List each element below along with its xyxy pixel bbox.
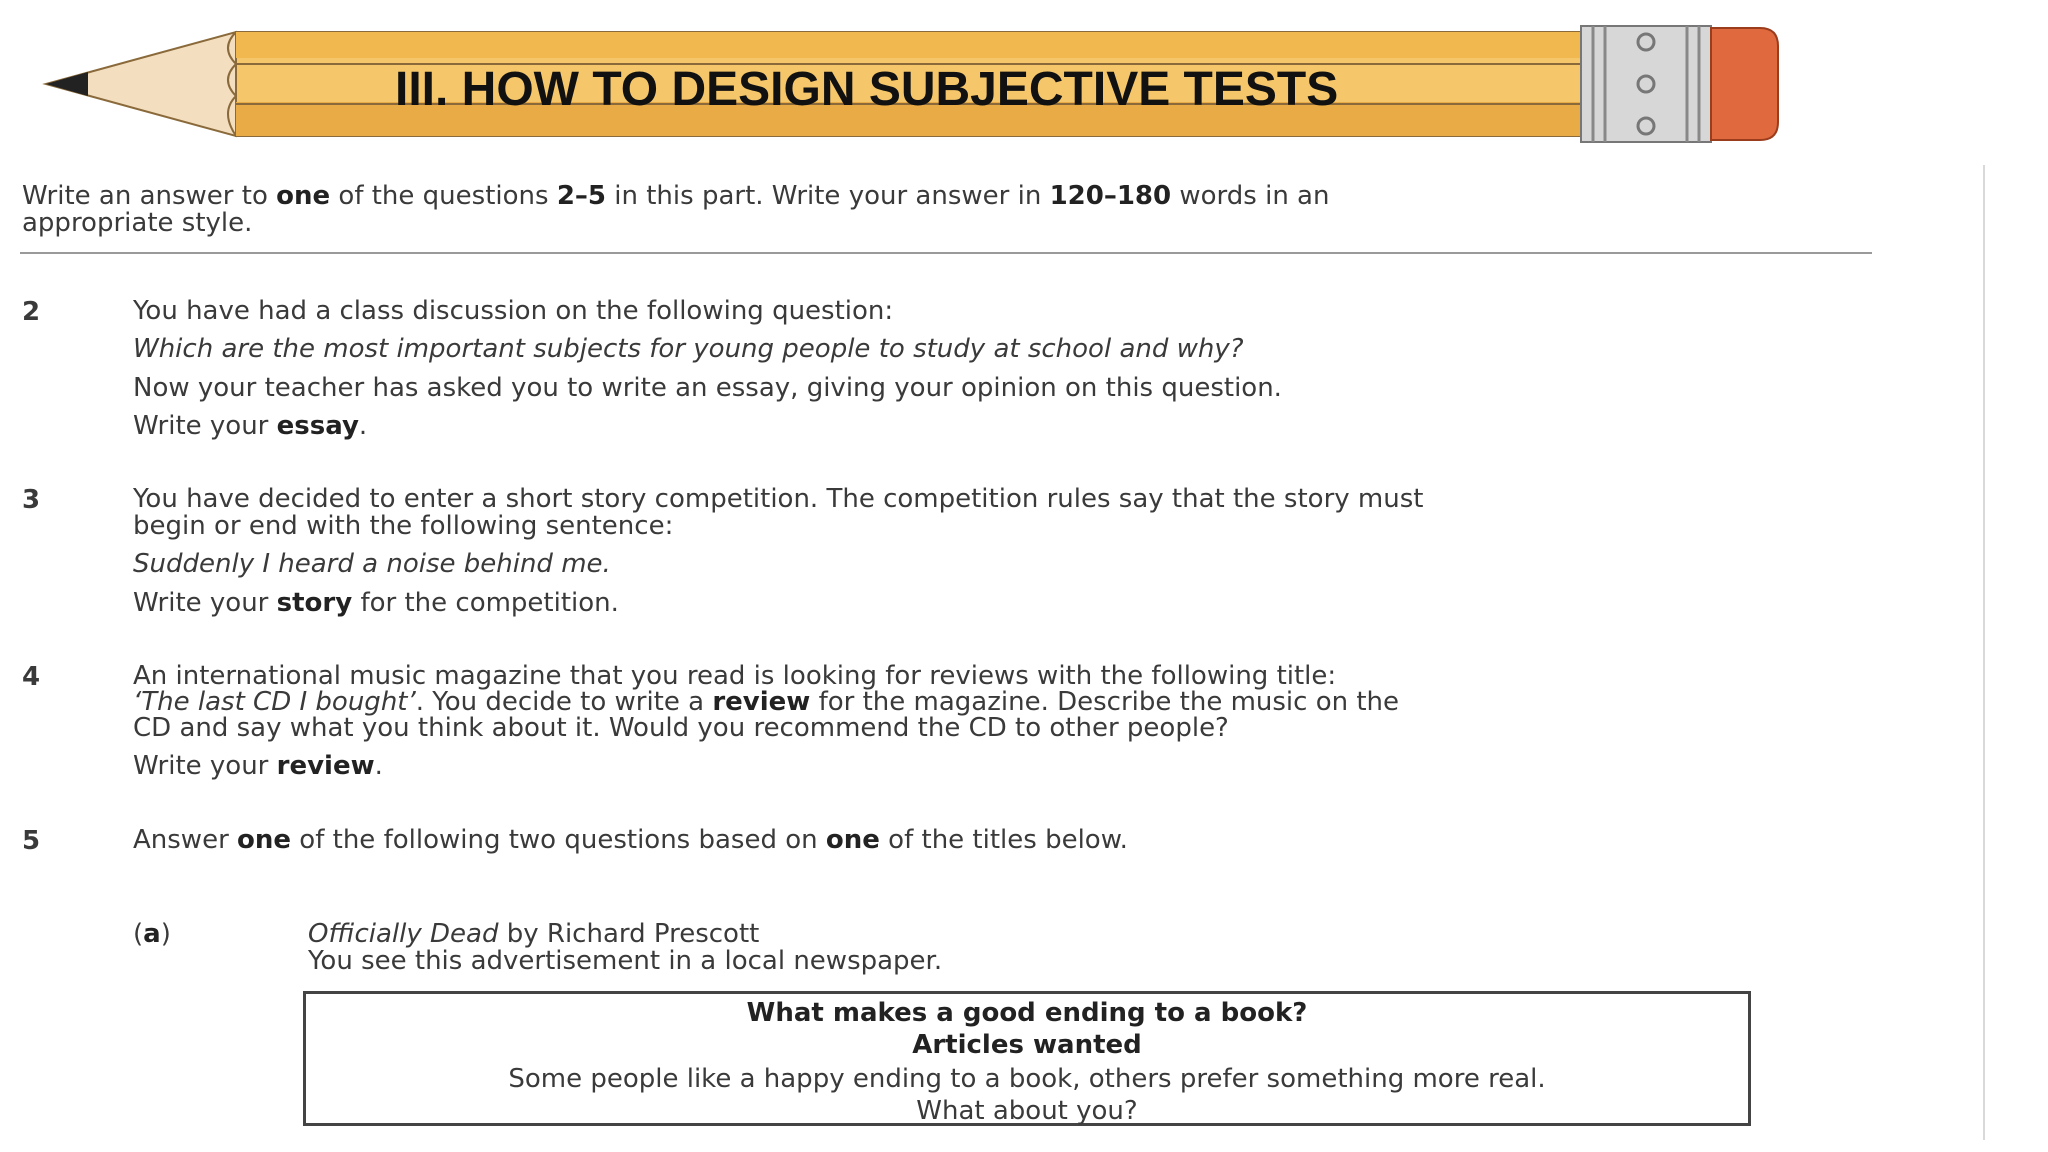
part-a-line-2: You see this advertisement in a local newspaper. xyxy=(308,946,943,976)
question-number: 2 xyxy=(22,297,41,327)
instructions-text: Write an answer to xyxy=(22,181,277,211)
part-a-book xyxy=(308,920,759,948)
advert-heading-1: What makes a good ending to a book? xyxy=(746,998,1308,1028)
advert-heading-2: Articles wanted xyxy=(912,1030,1142,1060)
part-a-label xyxy=(133,920,171,948)
book-author: by Richard Prescott xyxy=(498,919,760,949)
question-2-write xyxy=(133,412,367,440)
write-bold: essay xyxy=(276,411,359,441)
question-4-text: for the magazine. Describe the music on the xyxy=(810,687,1400,717)
question-3-write xyxy=(133,589,619,617)
question-2-line-1: You have had a class discussion on the following question: xyxy=(133,296,894,326)
write-text: Write your xyxy=(133,411,277,441)
question-number: 3 xyxy=(22,485,41,515)
question-3-line-2: begin or end with the following sentence: xyxy=(133,511,674,541)
instructions-text: of the questions xyxy=(330,181,557,211)
question-number: 5 xyxy=(22,826,41,856)
question-5-line-1 xyxy=(133,826,1128,854)
instructions-line-2: appropriate style. xyxy=(22,208,253,238)
write-bold: review xyxy=(276,751,375,781)
advert-line-1: Some people like a happy ending to a book, others prefer something more real. xyxy=(508,1064,1546,1094)
write-bold: story xyxy=(276,588,353,618)
write-text: . xyxy=(374,751,383,781)
question-4-title: ‘The last CD I bought’ xyxy=(133,687,416,717)
write-text: Write your xyxy=(133,751,277,781)
question-4-bold: review xyxy=(712,687,811,717)
instructions-line-1 xyxy=(22,182,1329,210)
advert-line-2: What about you? xyxy=(916,1096,1138,1126)
question-4-write xyxy=(133,752,383,780)
page-title: III. HOW TO DESIGN SUBJECTIVE TESTS xyxy=(395,63,1339,116)
book-title: Officially Dead xyxy=(308,919,499,949)
advertisement-box xyxy=(303,991,1751,1126)
question-4-line-2 xyxy=(133,688,1399,716)
instructions-bold: 2–5 xyxy=(556,181,606,211)
question-3-prompt: Suddenly I heard a noise behind me. xyxy=(133,549,611,579)
question-2-prompt: Which are the most important subjects for young people to study at school and why? xyxy=(133,334,1244,364)
instructions-text: words in an xyxy=(1171,181,1330,211)
part-label-paren: ( xyxy=(133,919,144,949)
part-label-paren: ) xyxy=(160,919,171,949)
question-5-text: of the following two questions based on xyxy=(291,825,826,855)
question-5-bold: one xyxy=(237,825,292,855)
question-3-line-1: You have decided to enter a short story competition. The competition rules say that the story must xyxy=(133,484,1424,514)
question-5-bold: one xyxy=(825,825,880,855)
write-text: Write your xyxy=(133,588,277,618)
instructions-bold: one xyxy=(276,181,331,211)
question-4-line-1: An international music magazine that you read is looking for reviews with the following title: xyxy=(133,661,1337,691)
part-label-letter: a xyxy=(143,919,161,949)
question-number: 4 xyxy=(22,662,41,692)
question-4-text: . You decide to write a xyxy=(415,687,713,717)
divider-rule xyxy=(20,252,1872,254)
write-text: for the competition. xyxy=(352,588,619,618)
write-text: . xyxy=(358,411,368,441)
question-5-text: of the titles below. xyxy=(879,825,1128,855)
question-4-line-3: CD and say what you think about it. Would you recommend the CD to other people? xyxy=(133,713,1229,743)
instructions-text: in this part. Write your answer in xyxy=(606,181,1050,211)
question-2-line-3: Now your teacher has asked you to write an essay, giving your opinion on this question. xyxy=(133,373,1282,403)
instructions-bold: 120–180 xyxy=(1049,181,1172,211)
question-5-text: Answer xyxy=(133,825,238,855)
